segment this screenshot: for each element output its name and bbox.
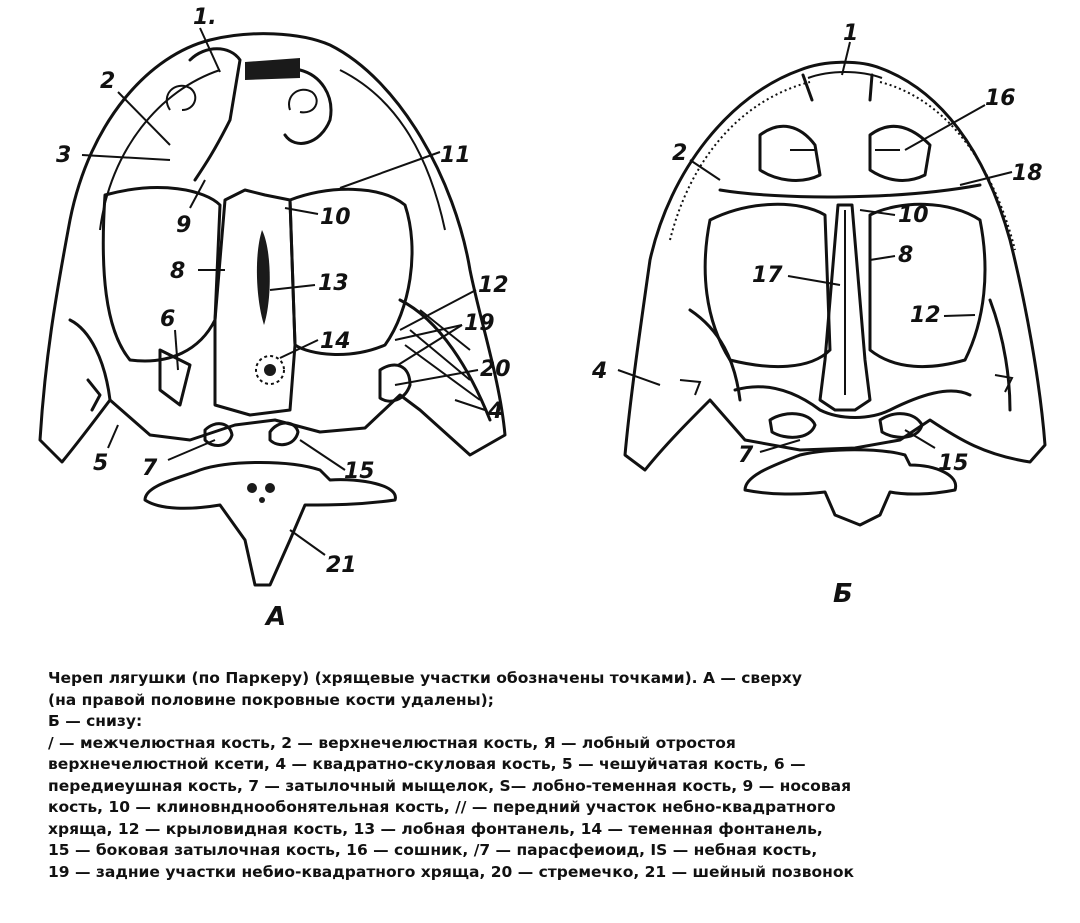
callout-b-15: 15 — [938, 451, 969, 476]
callout-b-4: 4 — [592, 359, 608, 384]
caption-line: хряща, 12 — крыловидная кость, 13 — лобная фонтанель, 14 — теменная фонтанель, — [48, 819, 823, 838]
panel-b-label: Б — [833, 579, 853, 609]
callout-a-19: 19 — [464, 311, 495, 336]
callout-a-7: 7 — [142, 456, 158, 481]
caption-line: Б — снизу: — [48, 712, 143, 730]
callout-b-10: 10 — [898, 203, 929, 228]
callout-a-20: 20 — [480, 357, 511, 382]
caption-line: верхнечелюстной ксети, 4 — квадратно-скуловая кость, 5 — чешуйчатая кость, 6 — — [48, 755, 806, 773]
callout-b-16: 16 — [985, 86, 1016, 111]
caption-line: кость, 10 — клиновндноoбонятельная кость, // — передний участок небно-квадратного — [48, 798, 836, 816]
callout-b-12: 12 — [910, 303, 941, 328]
skull-drawing-b — [625, 62, 1045, 525]
callout-a-13: 13 — [318, 271, 349, 296]
callout-a-5: 5 — [93, 451, 109, 476]
callout-a-10: 10 — [320, 205, 351, 230]
callout-a-3: 3 — [56, 143, 72, 168]
callout-a-11: 11 — [440, 143, 471, 168]
caption-line: 19 — задние участки небио-квадратного хряща, 20 — стремечко, 21 — шейный позвонок — [48, 862, 855, 881]
callout-b-17: 17 — [752, 263, 783, 288]
callout-a-21: 21 — [326, 553, 357, 578]
callout-a-2: 2 — [100, 69, 116, 94]
caption-line: передиеушная кость, 7 — затылочный мыщелок, S— лобно-теменная кость, 9 — носовая — [48, 776, 852, 795]
callout-a-12: 12 — [478, 273, 509, 298]
callout-b-1: 1 — [843, 21, 859, 46]
caption-line: Череп лягушки (по Паркеру) (хрящевые участки обозначены точками). А — сверху — [48, 669, 802, 687]
callout-a-1: 1. — [193, 5, 217, 30]
callout-b-18: 18 — [1012, 161, 1043, 186]
callout-a-9: 9 — [176, 213, 192, 238]
caption-line: / — межчелюстная кость, 2 — верхнечелюстная кость, Я — лобный отростоя — [48, 733, 736, 752]
callout-b-8: 8 — [898, 243, 914, 268]
callout-b-7: 7 — [738, 443, 754, 468]
callout-a-6: 6 — [160, 307, 176, 332]
panel-a-label: А — [266, 602, 287, 632]
caption-line: 15 — боковая затылочная кость, 16 — сошник, /7 — парасфеиоид, IS — небная кость, — [48, 841, 818, 859]
callout-a-15: 15 — [344, 459, 375, 484]
callout-b-2: 2 — [672, 141, 688, 166]
callout-a-14: 14 — [320, 329, 351, 354]
callout-a-4: 4 — [488, 399, 504, 424]
skull-drawing-a — [40, 34, 505, 585]
caption-line: (на правой половине покровные кости удалены); — [48, 690, 494, 709]
callout-a-8: 8 — [170, 259, 186, 284]
figure-caption — [48, 668, 1058, 883]
